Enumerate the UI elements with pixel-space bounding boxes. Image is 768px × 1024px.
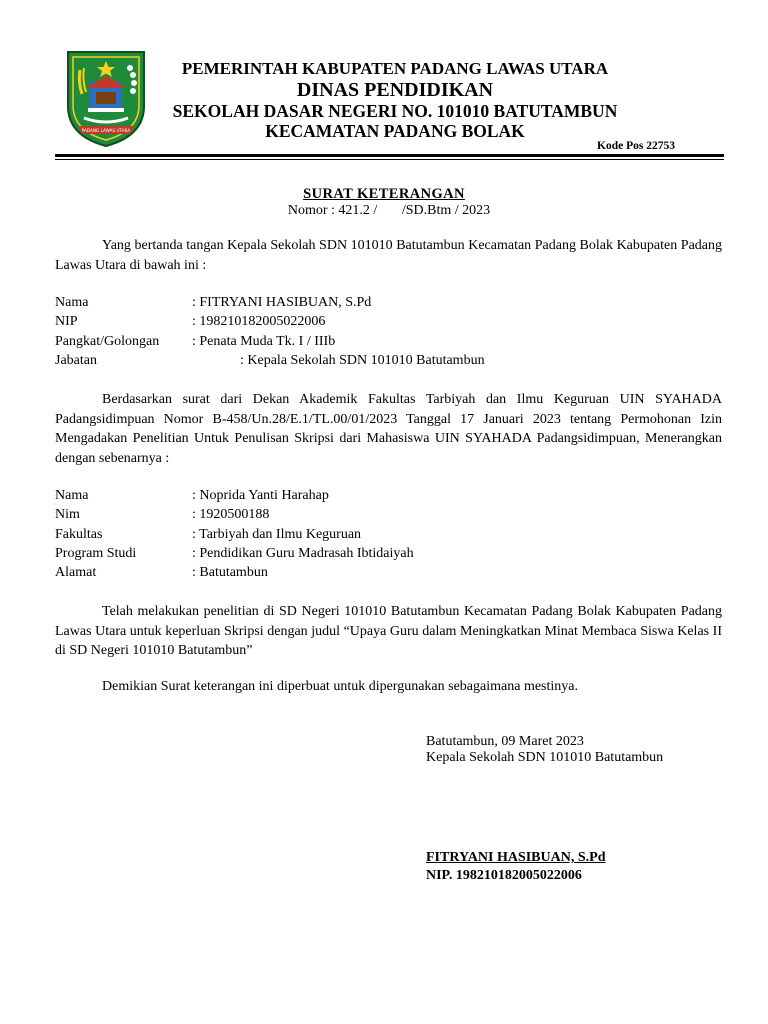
field-value: : 1920500188 xyxy=(192,507,270,522)
letterhead-divider-thin xyxy=(55,159,724,160)
letterhead-district: KECAMATAN PADANG BOLAK xyxy=(265,121,525,141)
field-value: : Penata Muda Tk. I / IIIb xyxy=(192,334,336,349)
field-label: Nama xyxy=(55,488,89,503)
field-label: Jabatan xyxy=(55,353,97,368)
statement-paragraph: Telah melakukan penelitian di SD Negeri 101010 Batutambun Kecamatan Padang Bolak Kabupaten Padang Lawas Utara untuk keperluan Skripsi dengan judul “Upaya Guru dalam Meningkatkan Minat Membaca Siswa Kelas II di SD Negeri 101010 Batutambun” xyxy=(55,604,722,658)
field-value: : Noprida Yanti Harahap xyxy=(192,488,329,503)
closing-sentence: Demikian Surat keterangan ini diperbuat untuk dipergunakan sebagaimana mestinya. xyxy=(102,679,578,694)
signature-name: FITRYANI HASIBUAN, S.Pd xyxy=(426,850,606,865)
signature-role: Kepala Sekolah SDN 101010 Batutambun xyxy=(426,750,664,765)
field-value: : 198210182005022006 xyxy=(192,314,326,329)
letterhead-divider xyxy=(55,154,724,157)
field-label: Nim xyxy=(55,507,80,522)
field-value: : FITRYANI HASIBUAN, S.Pd xyxy=(192,295,372,310)
field-label: Program Studi xyxy=(55,546,137,561)
signature-place-date: Batutambun, 09 Maret 2023 xyxy=(426,734,584,749)
field-value: : Batutambun xyxy=(192,565,268,580)
field-label: Fakultas xyxy=(55,527,103,542)
letterhead-department: DINAS PENDIDIKAN xyxy=(296,79,494,101)
field-label: Pangkat/Golongan xyxy=(55,334,160,349)
letter-number: Nomor : 421.2 / /SD.Btm / 2023 xyxy=(287,203,491,218)
basis-paragraph: Berdasarkan surat dari Dekan Akademik Fakultas Tarbiyah dan Ilmu Keguruan UIN SYAHADA Padangsidimpuan Nomor B-458/Un.28/E.1/TL.00/01/2023 Tanggal 17 Januari 2023 tentang Permohonan Izin Mengadakan Penelitian Untuk Penulisan Skripsi dari Mahasiswa UIN SYAHADA Padangsidimpuan, Menerangkan dengan sebenarnya : xyxy=(55,392,722,466)
svg-text:PADANG LAWAS UTARA: PADANG LAWAS UTARA xyxy=(81,128,131,133)
letterhead-school: SEKOLAH DASAR NEGERI NO. 101010 BATUTAMBUN xyxy=(172,101,618,121)
field-label: NIP xyxy=(55,314,78,329)
letter-title: SURAT KETERANGAN xyxy=(303,186,465,202)
field-value: : Tarbiyah dan Ilmu Keguruan xyxy=(192,527,362,542)
intro-paragraph: Yang bertanda tangan Kepala Sekolah SDN 101010 Batutambun Kecamatan Padang Bolak Kabupaten Padang Lawas Utara di bawah ini : xyxy=(55,238,722,273)
signature-nip: NIP. 198210182005022006 xyxy=(426,868,582,883)
regency-emblem-logo xyxy=(64,48,148,148)
field-label: Nama xyxy=(55,295,89,310)
field-value: : Pendidikan Guru Madrasah Ibtidaiyah xyxy=(192,546,414,561)
field-label: Alamat xyxy=(55,565,97,580)
postal-code: Kode Pos 22753 xyxy=(597,140,675,152)
letterhead-government: PEMERINTAH KABUPATEN PADANG LAWAS UTARA xyxy=(181,59,609,78)
field-value: : Kepala Sekolah SDN 101010 Batutambun xyxy=(240,353,485,368)
